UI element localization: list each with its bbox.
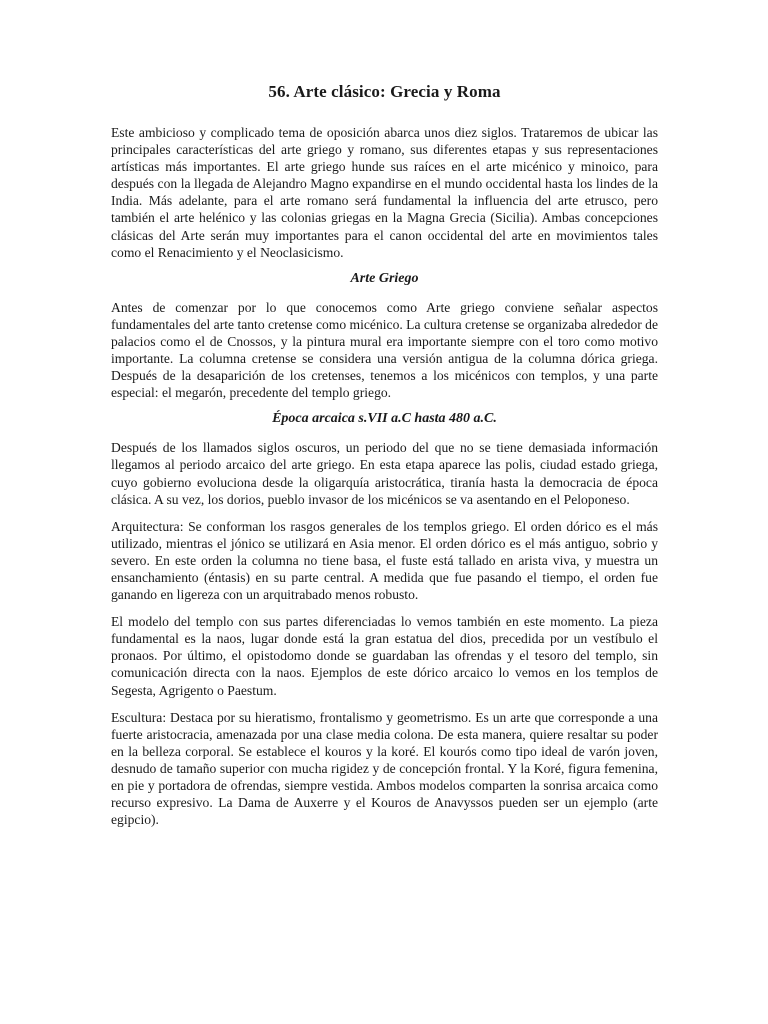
paragraph-modelo-templo: El modelo del templo con sus partes diferenciadas lo vemos también en este momento. La pieza fundamental es la naos, lugar donde está la gran estatua del dios, precedida por un vestíbulo el pronaos. Por último, el opistodomo donde se guardaban las ofrendas y el tesoro del templo, sin comunicación directa con la naos. Ejemplos de este dórico arcaico lo vemos en los templos de Segesta, Agrigento o Paestum.: [111, 614, 658, 698]
paragraph-arquitectura: Arquitectura: Se conforman los rasgos generales de los templos griego. El orden dórico es el más utilizado, mientras el jónico se utilizará en Asia menor. El orden dórico es el más antiguo, sobrio y severo. En este orden la columna no tiene basa, el fuste está tallado en arista viva, y muestra un ensanchamiento (éntasis) en su parte central. A medida que fue pasando el tiempo, el orden fue ganando en ligereza con un arquitrabado menos robusto.: [111, 518, 658, 603]
page-title: 56. Arte clásico: Grecia y Roma: [268, 82, 501, 101]
intro-paragraph: Este ambicioso y complicado tema de oposición abarca unos diez siglos. Trataremos de ubicar las principales características del arte griego y romano, sus diferentes etapas y sus representaciones artísticas más importantes. El arte griego hunde sus raíces en el arte micénico y minoico, para después con la llegada de Alejandro Magno expandirse en el mundo occidental hasta los lindes de la India. Más adelante, para el arte romano será fundamental la influencia del arte etrusco, pero también el arte helénico y las colonias griegas en la Magna Grecia (Sicilia). Ambas concepciones clásicas del Arte serán muy importantes para el canon occidental del arte en movimientos tales como el Renacimiento y el Neoclasicismo.: [111, 125, 658, 260]
paragraph-epoca-arcaica: Después de los llamados siglos oscuros, un periodo del que no se tiene demasiada información llegamos al periodo arcaico del arte griego. En esta etapa aparece las polis, ciudad estado griega, cuyo gobierno evoluciona desde la oligarquía aristocrática, tiranía hasta la democracia de época clásica. A su vez, los dorios, pueblo invasor de los micénicos se va asentando en el Peloponeso.: [111, 440, 658, 507]
paragraph-escultura: Escultura: Destaca por su hieratismo, frontalismo y geometrismo. Es un arte que corresponde a una fuerte aristocracia, amenazada por una clase media colona. De esta manera, quiere resaltar su poder en la belleza corporal. Se establece el kouros y la koré. El kourós como tipo ideal de varón joven, desnudo de tamaño superior con mucha rigidez y de concepción frontal. Y la Koré, figura femenina, en pie y portadora de ofrendas, siempre vestida. Ambos modelos comparten la sonrisa arcaica como recurso expresivo. La Dama de Auxerre y el Kouros de Anavyssos pueden ser un ejemplo (arte egipcio).: [111, 709, 658, 828]
document-page: [111, 82, 658, 838]
section-heading-arte-griego: Arte Griego: [350, 270, 419, 286]
paragraph-arte-griego: Antes de comenzar por lo que conocemos como Arte griego conviene señalar aspectos fundamentales del arte tanto cretense como micénico. La cultura cretense se organizaba alrededor de palacios como el de Cnossos, y la pintura mural era importante siempre con el toro como motivo importante. La columna cretense se considera una versión antigua de la columna dórica griega. Después de la desaparición de los cretenses, tenemos a los micénicos con templos, y una parte especial: el megarón, precedente del templo griego.: [111, 299, 659, 401]
section-heading-epoca-arcaica: Época arcaica s.VII a.C hasta 480 a.C.: [272, 411, 497, 427]
